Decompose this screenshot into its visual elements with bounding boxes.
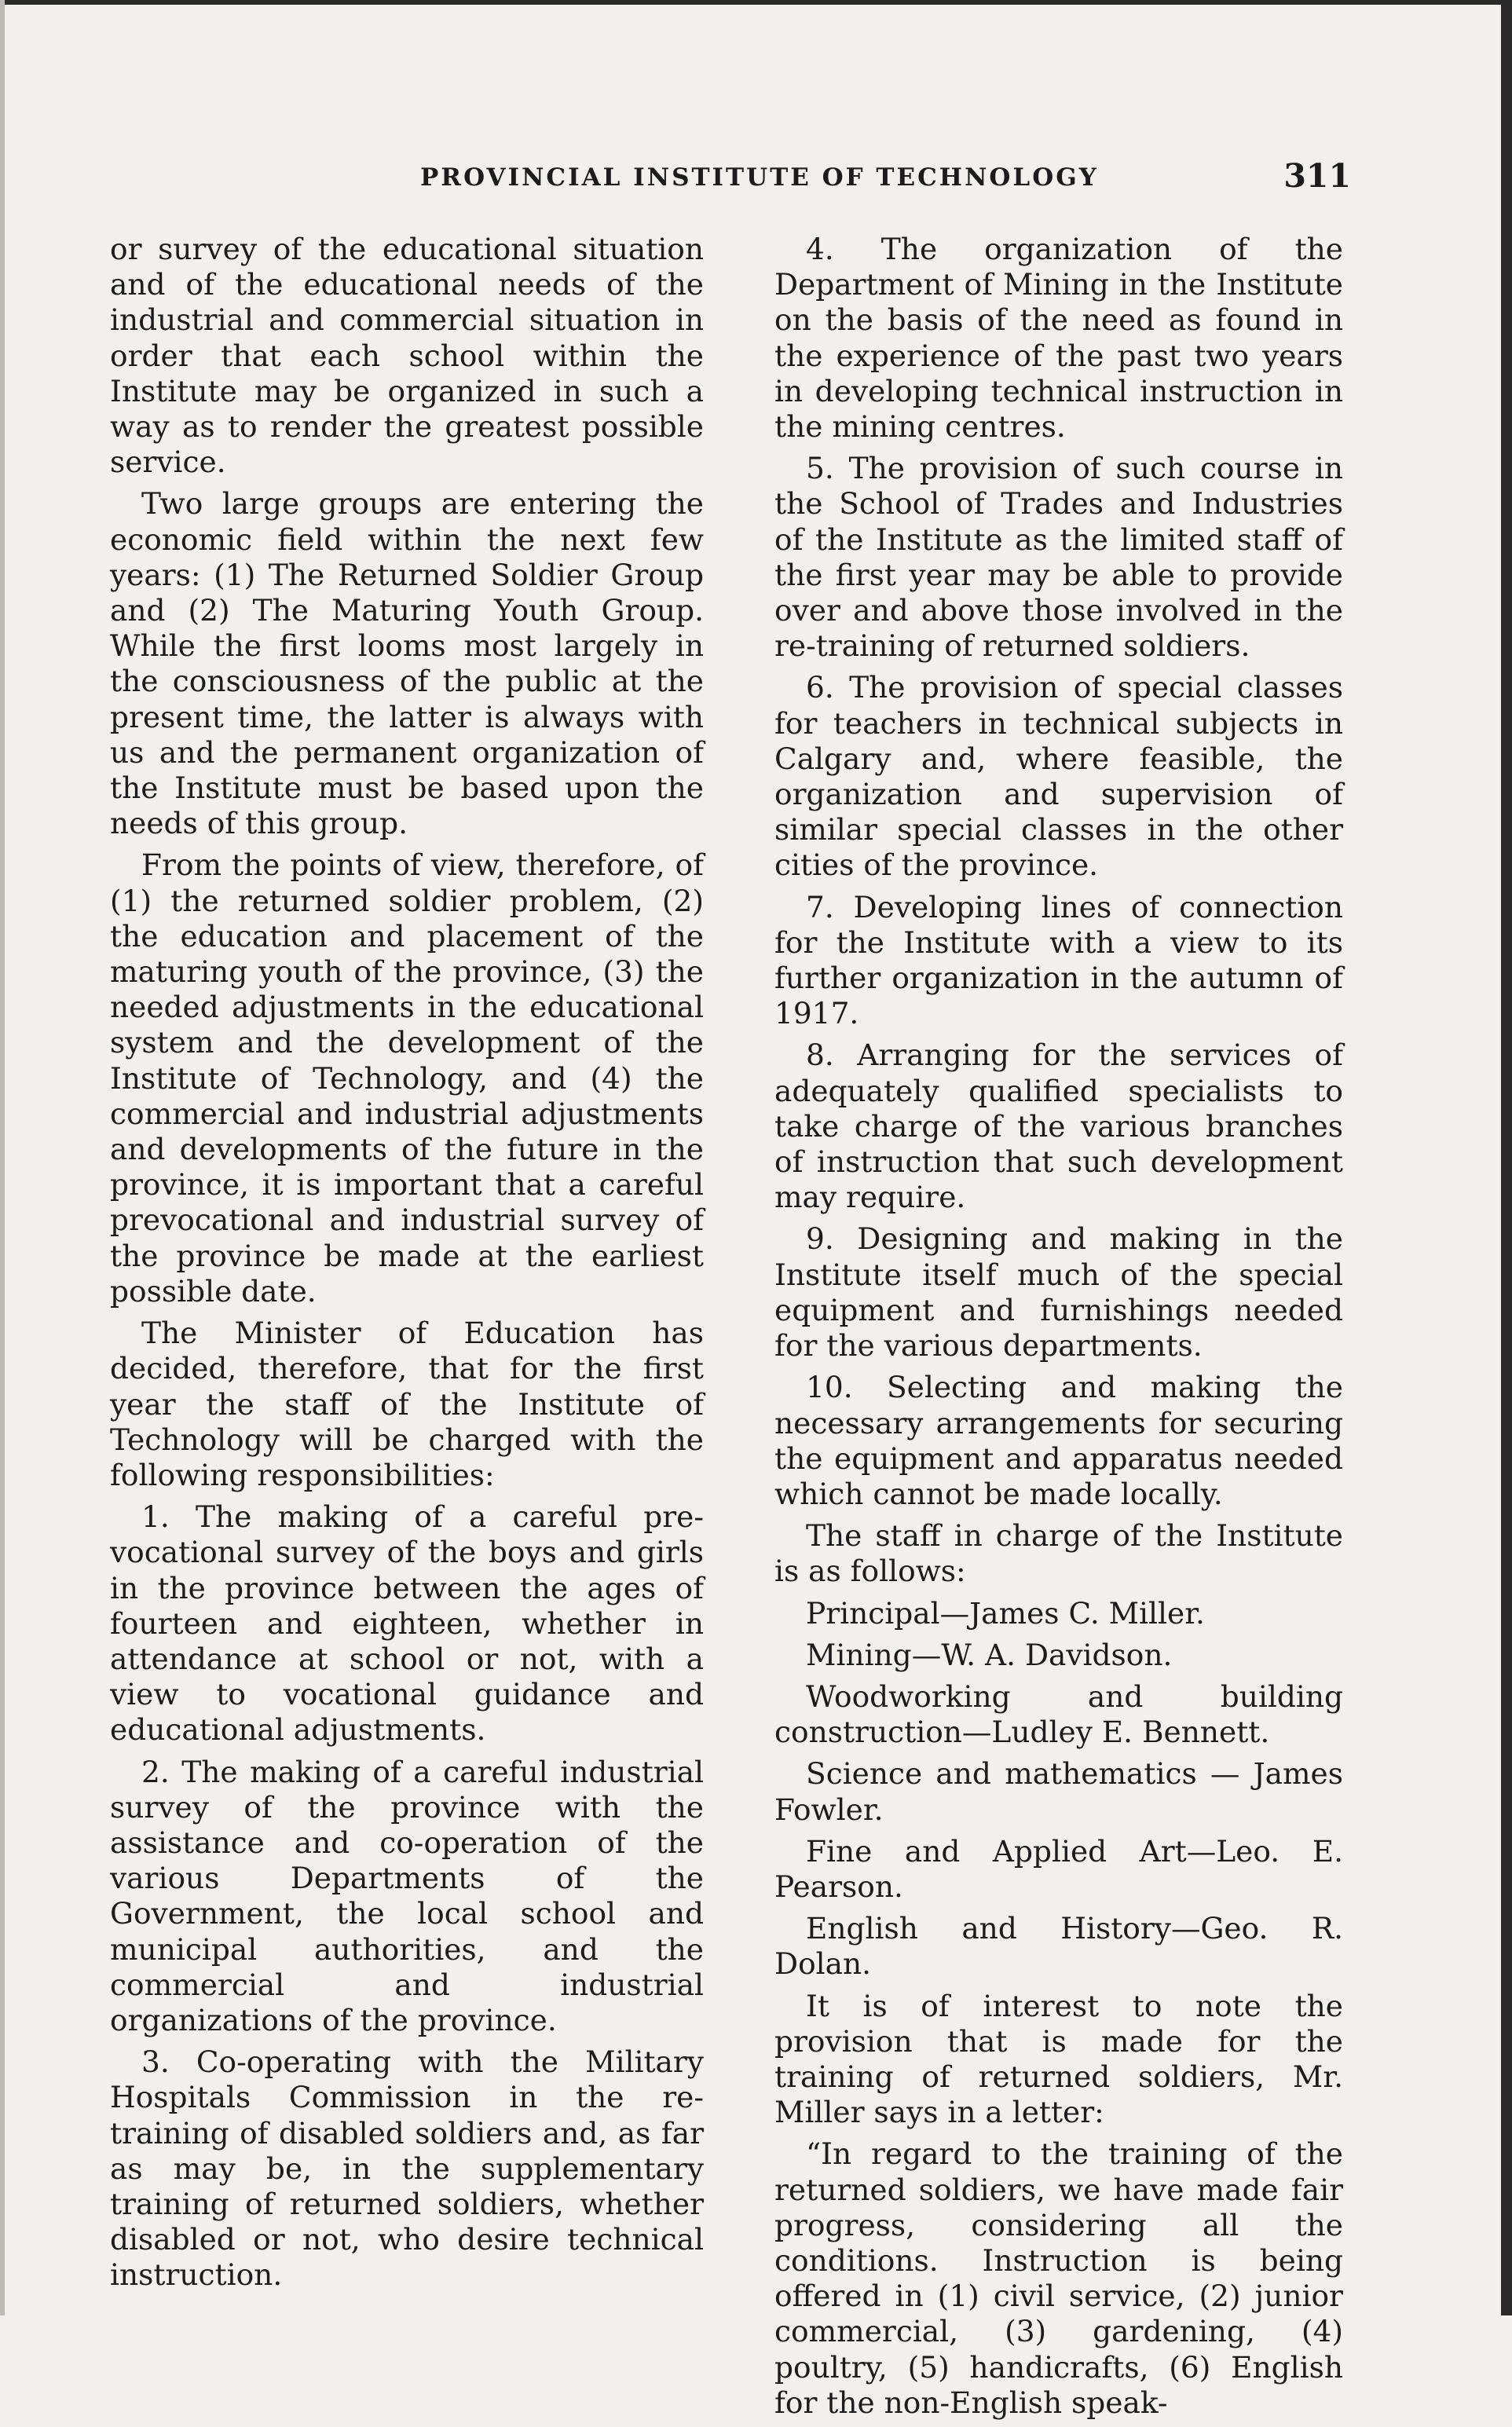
list-item: 9. Designing and making in the Institute itself much of the special equipment and furnishings needed for the various departments. bbox=[774, 1221, 1343, 1364]
right-column bbox=[774, 232, 1343, 2427]
staff-entry: Science and mathematics — James Fowler. bbox=[774, 1756, 1343, 1827]
list-item: 10. Selecting and making the necessary arrangements for securing the equipment and apparatus needed which cannot be made locally. bbox=[774, 1370, 1343, 1511]
paragraph: or survey of the educational situation and of the educational needs of the industrial and commercial situation in order that each school within the Institute may be organized in such a way as to render the greatest possible service. bbox=[110, 232, 704, 480]
staff-entry: Woodworking and building construction—Ludley E. Bennett. bbox=[774, 1678, 1343, 1750]
list-item: 7. Developing lines of connection for the Institute with a view to its further organization in the autumn of 1917. bbox=[774, 889, 1343, 1031]
paragraph: The Minister of Education has decided, therefore, that for the first year the staff of the Institute of Technology will be charged with the following responsibilities: bbox=[110, 1316, 704, 1492]
staff-entry: Fine and Applied Art—Leo. E. Pearson. bbox=[774, 1833, 1343, 1904]
staff-entry: English and History—Geo. R. Dolan. bbox=[774, 1911, 1343, 1982]
staff-entry: Principal—James C. Miller. bbox=[806, 1595, 1205, 1631]
paragraph: It is of interest to note the provision that is made for the training of returned soldiers, Mr. Miller says in a letter: bbox=[774, 1988, 1343, 2130]
quotation: “In regard to the training of the returned soldiers, we have made fair progress, considering all the conditions. Instruction is being offered in (1) civil service, (2) junior commercial, (3) gardening, (4) poultry, (5) handicrafts, (6) English for the non-English speak- bbox=[774, 2136, 1343, 2420]
scan-right-edge bbox=[1501, 0, 1512, 2315]
paragraph: Two large groups are entering the economic field within the next few years: (1) The Returned Soldier Group and (2) The Maturing Youth Group. While the first looms most largely in the consciousness of the public at the present time, the latter is always with us and the permanent organization of the Institute must be based upon the needs of this group. bbox=[110, 486, 704, 841]
paragraph: From the points of view, therefore, of (1) the returned soldier problem, (2) the education and placement of the maturing youth of the province, (3) the needed adjustments in the educational system and the development of the Institute of Technology, and (4) the commercial and industrial adjustments and developments of the future in the province, it is important that a careful prevocational and industrial survey of the province be made at the earliest possible date. bbox=[110, 847, 704, 1309]
staff-entry: Mining—W. A. Davidson. bbox=[806, 1637, 1173, 1672]
paragraph: The staff in charge of the Institute is as follows: bbox=[774, 1518, 1343, 1589]
list-item: 8. Arranging for the services of adequately qualified specialists to take charge of the various branches of instruction that such development may require. bbox=[774, 1038, 1343, 1215]
scan-left-edge bbox=[0, 0, 5, 2315]
running-head: PROVINCIAL INSTITUTE OF TECHNOLOGY bbox=[420, 163, 1099, 192]
list-item: 6. The provision of special classes for teachers in technical subjects in Calgary and, where feasible, the organization and supervision of similar special classes in the other cities of the province. bbox=[774, 670, 1343, 883]
left-column bbox=[110, 232, 704, 2300]
list-item: 3. Co-operating with the Military Hospitals Commission in the re-training of disabled soldiers and, as far as may be, in the supplementary training of returned soldiers, whether disabled or not, who desire technical instruction. bbox=[110, 2044, 704, 2293]
list-item: 4. The organization of the Department of Mining in the Institute on the basis of the need as found in the experience of the past two years in developing technical instruction in the mining centres. bbox=[774, 232, 1343, 445]
list-item: 2. The making of a careful industrial survey of the province with the assistance and co-operation of the various Departments of the Government, the local school and municipal authorities, and the commercial and industrial organizations of the province. bbox=[110, 1754, 704, 2037]
page-header bbox=[110, 157, 1351, 204]
scan-top-edge bbox=[0, 0, 1512, 5]
list-item: 5. The provision of such course in the School of Trades and Industries of the Institute as the limited staff of the first year may be able to provide over and above those involved in the re-training of returned soldiers. bbox=[774, 451, 1343, 664]
page-number: 311 bbox=[1283, 157, 1351, 195]
list-item: 1. The making of a careful pre-vocational survey of the boys and girls in the province between the ages of fourteen and eighteen, whether in attendance at school or not, with a view to vocational guidance and educational adjustments. bbox=[110, 1499, 704, 1748]
